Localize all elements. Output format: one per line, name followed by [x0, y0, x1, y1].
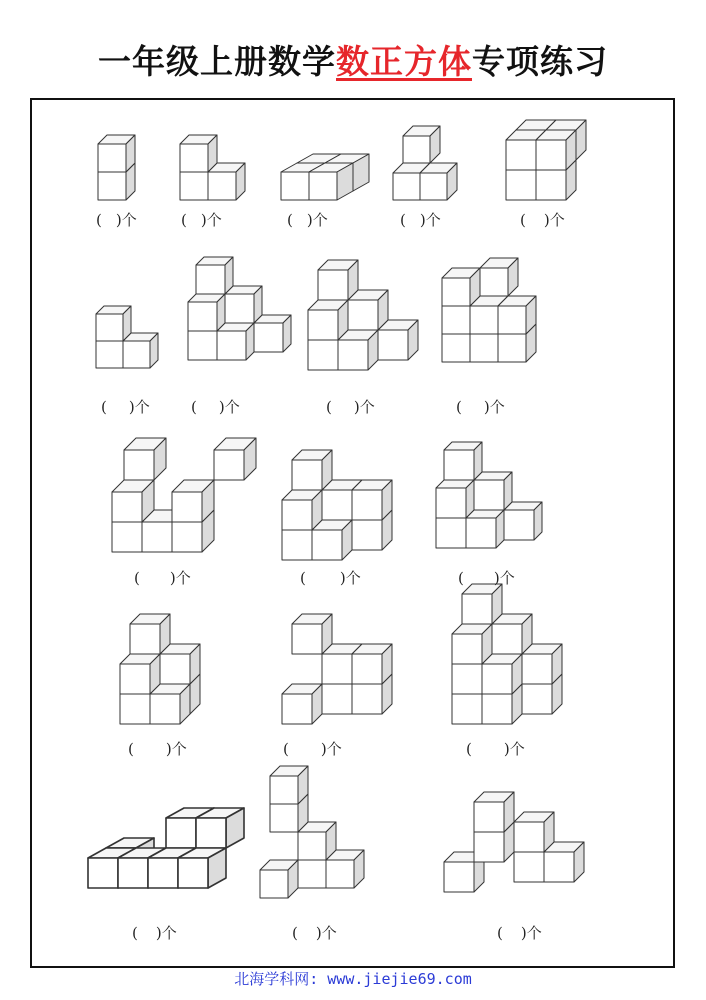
- answer-blank-15[interactable]: [466, 738, 525, 759]
- right-paren: ): [165, 740, 172, 758]
- answer-blank-16[interactable]: [132, 922, 177, 943]
- cube-figure-4: [393, 126, 457, 200]
- cube-figure-16: [88, 808, 244, 888]
- unit-label: 个: [549, 211, 565, 229]
- unit-label: 个: [526, 924, 542, 942]
- cube-figure-6: [96, 306, 158, 368]
- cube-figure-14: [282, 614, 392, 724]
- right-paren: ): [419, 211, 426, 229]
- left-paren: (: [134, 569, 140, 587]
- title-prefix: 一年级上册数学: [98, 42, 336, 81]
- answer-blank-10[interactable]: [134, 567, 191, 588]
- right-paren: ): [353, 398, 360, 416]
- left-paren: (: [497, 924, 503, 942]
- cube-figure-7: [188, 257, 291, 360]
- left-paren: (: [300, 569, 306, 587]
- left-paren: (: [287, 211, 293, 229]
- unit-label: 个: [489, 398, 505, 416]
- cube-figure-12: [436, 442, 542, 548]
- cube-figure-3: [281, 154, 369, 200]
- cube-figure-9: [442, 258, 536, 362]
- answer-blank-2[interactable]: [181, 209, 222, 230]
- right-paren: ): [503, 740, 510, 758]
- cube-figure-10: [112, 438, 256, 552]
- left-paren: (: [456, 398, 462, 416]
- cube-figure-15: [452, 584, 562, 724]
- cube-figure-13: [120, 614, 200, 724]
- left-paren: (: [466, 740, 472, 758]
- unit-label: 个: [161, 924, 177, 942]
- right-paren: ): [128, 398, 135, 416]
- answer-blank-12[interactable]: [458, 567, 515, 588]
- left-paren: (: [191, 398, 197, 416]
- right-paren: ): [155, 924, 162, 942]
- cube-figure-2: [180, 135, 245, 200]
- cube-figure-11: [282, 450, 392, 560]
- footer-watermark: 北海学科网: www.jiejie69.com: [234, 970, 472, 988]
- answer-blank-4[interactable]: [400, 209, 441, 230]
- answer-blank-3[interactable]: [287, 209, 328, 230]
- right-paren: ): [483, 398, 490, 416]
- right-paren: ): [543, 211, 550, 229]
- answer-blank-18[interactable]: [497, 922, 542, 943]
- left-paren: (: [132, 924, 138, 942]
- unit-label: 个: [312, 211, 328, 229]
- answer-blank-7[interactable]: [191, 396, 240, 417]
- answer-blank-6[interactable]: [101, 396, 150, 417]
- unit-label: 个: [134, 398, 150, 416]
- answer-blank-1[interactable]: [96, 209, 137, 230]
- unit-label: 个: [175, 569, 191, 587]
- right-paren: ): [493, 569, 500, 587]
- title-highlight: 数正方体: [336, 42, 472, 81]
- unit-label: 个: [499, 569, 515, 587]
- cube-figure-8: [308, 260, 418, 370]
- left-paren: (: [458, 569, 464, 587]
- right-paren: ): [200, 211, 207, 229]
- unit-label: 个: [224, 398, 240, 416]
- answer-blank-17[interactable]: [292, 922, 337, 943]
- left-paren: (: [283, 740, 289, 758]
- cube-figure-17: [260, 766, 364, 898]
- unit-label: 个: [321, 924, 337, 942]
- answer-blank-13[interactable]: [128, 738, 187, 759]
- right-paren: ): [306, 211, 313, 229]
- unit-label: 个: [359, 398, 375, 416]
- unit-label: 个: [345, 569, 361, 587]
- answer-blank-8[interactable]: [326, 396, 375, 417]
- left-paren: (: [400, 211, 406, 229]
- left-paren: (: [520, 211, 526, 229]
- left-paren: (: [326, 398, 332, 416]
- left-paren: (: [128, 740, 134, 758]
- left-paren: (: [101, 398, 107, 416]
- answer-blank-9[interactable]: [456, 396, 505, 417]
- left-paren: (: [292, 924, 298, 942]
- unit-label: 个: [171, 740, 187, 758]
- answer-blank-5[interactable]: [520, 209, 565, 230]
- unit-label: 个: [206, 211, 222, 229]
- right-paren: ): [320, 740, 327, 758]
- left-paren: (: [181, 211, 187, 229]
- right-paren: ): [218, 398, 225, 416]
- cube-figure-5: [506, 120, 586, 200]
- right-paren: ): [315, 924, 322, 942]
- unit-label: 个: [509, 740, 525, 758]
- unit-label: 个: [326, 740, 342, 758]
- right-paren: ): [339, 569, 346, 587]
- unit-label: 个: [425, 211, 441, 229]
- cube-figure-18: [444, 792, 584, 892]
- cube-figure-1: [98, 135, 135, 200]
- left-paren: (: [96, 211, 102, 229]
- right-paren: ): [115, 211, 122, 229]
- answer-blank-14[interactable]: [283, 738, 342, 759]
- right-paren: ): [520, 924, 527, 942]
- title-suffix: 专项练习: [472, 42, 608, 81]
- answer-blank-11[interactable]: [300, 567, 361, 588]
- unit-label: 个: [121, 211, 137, 229]
- right-paren: ): [169, 569, 176, 587]
